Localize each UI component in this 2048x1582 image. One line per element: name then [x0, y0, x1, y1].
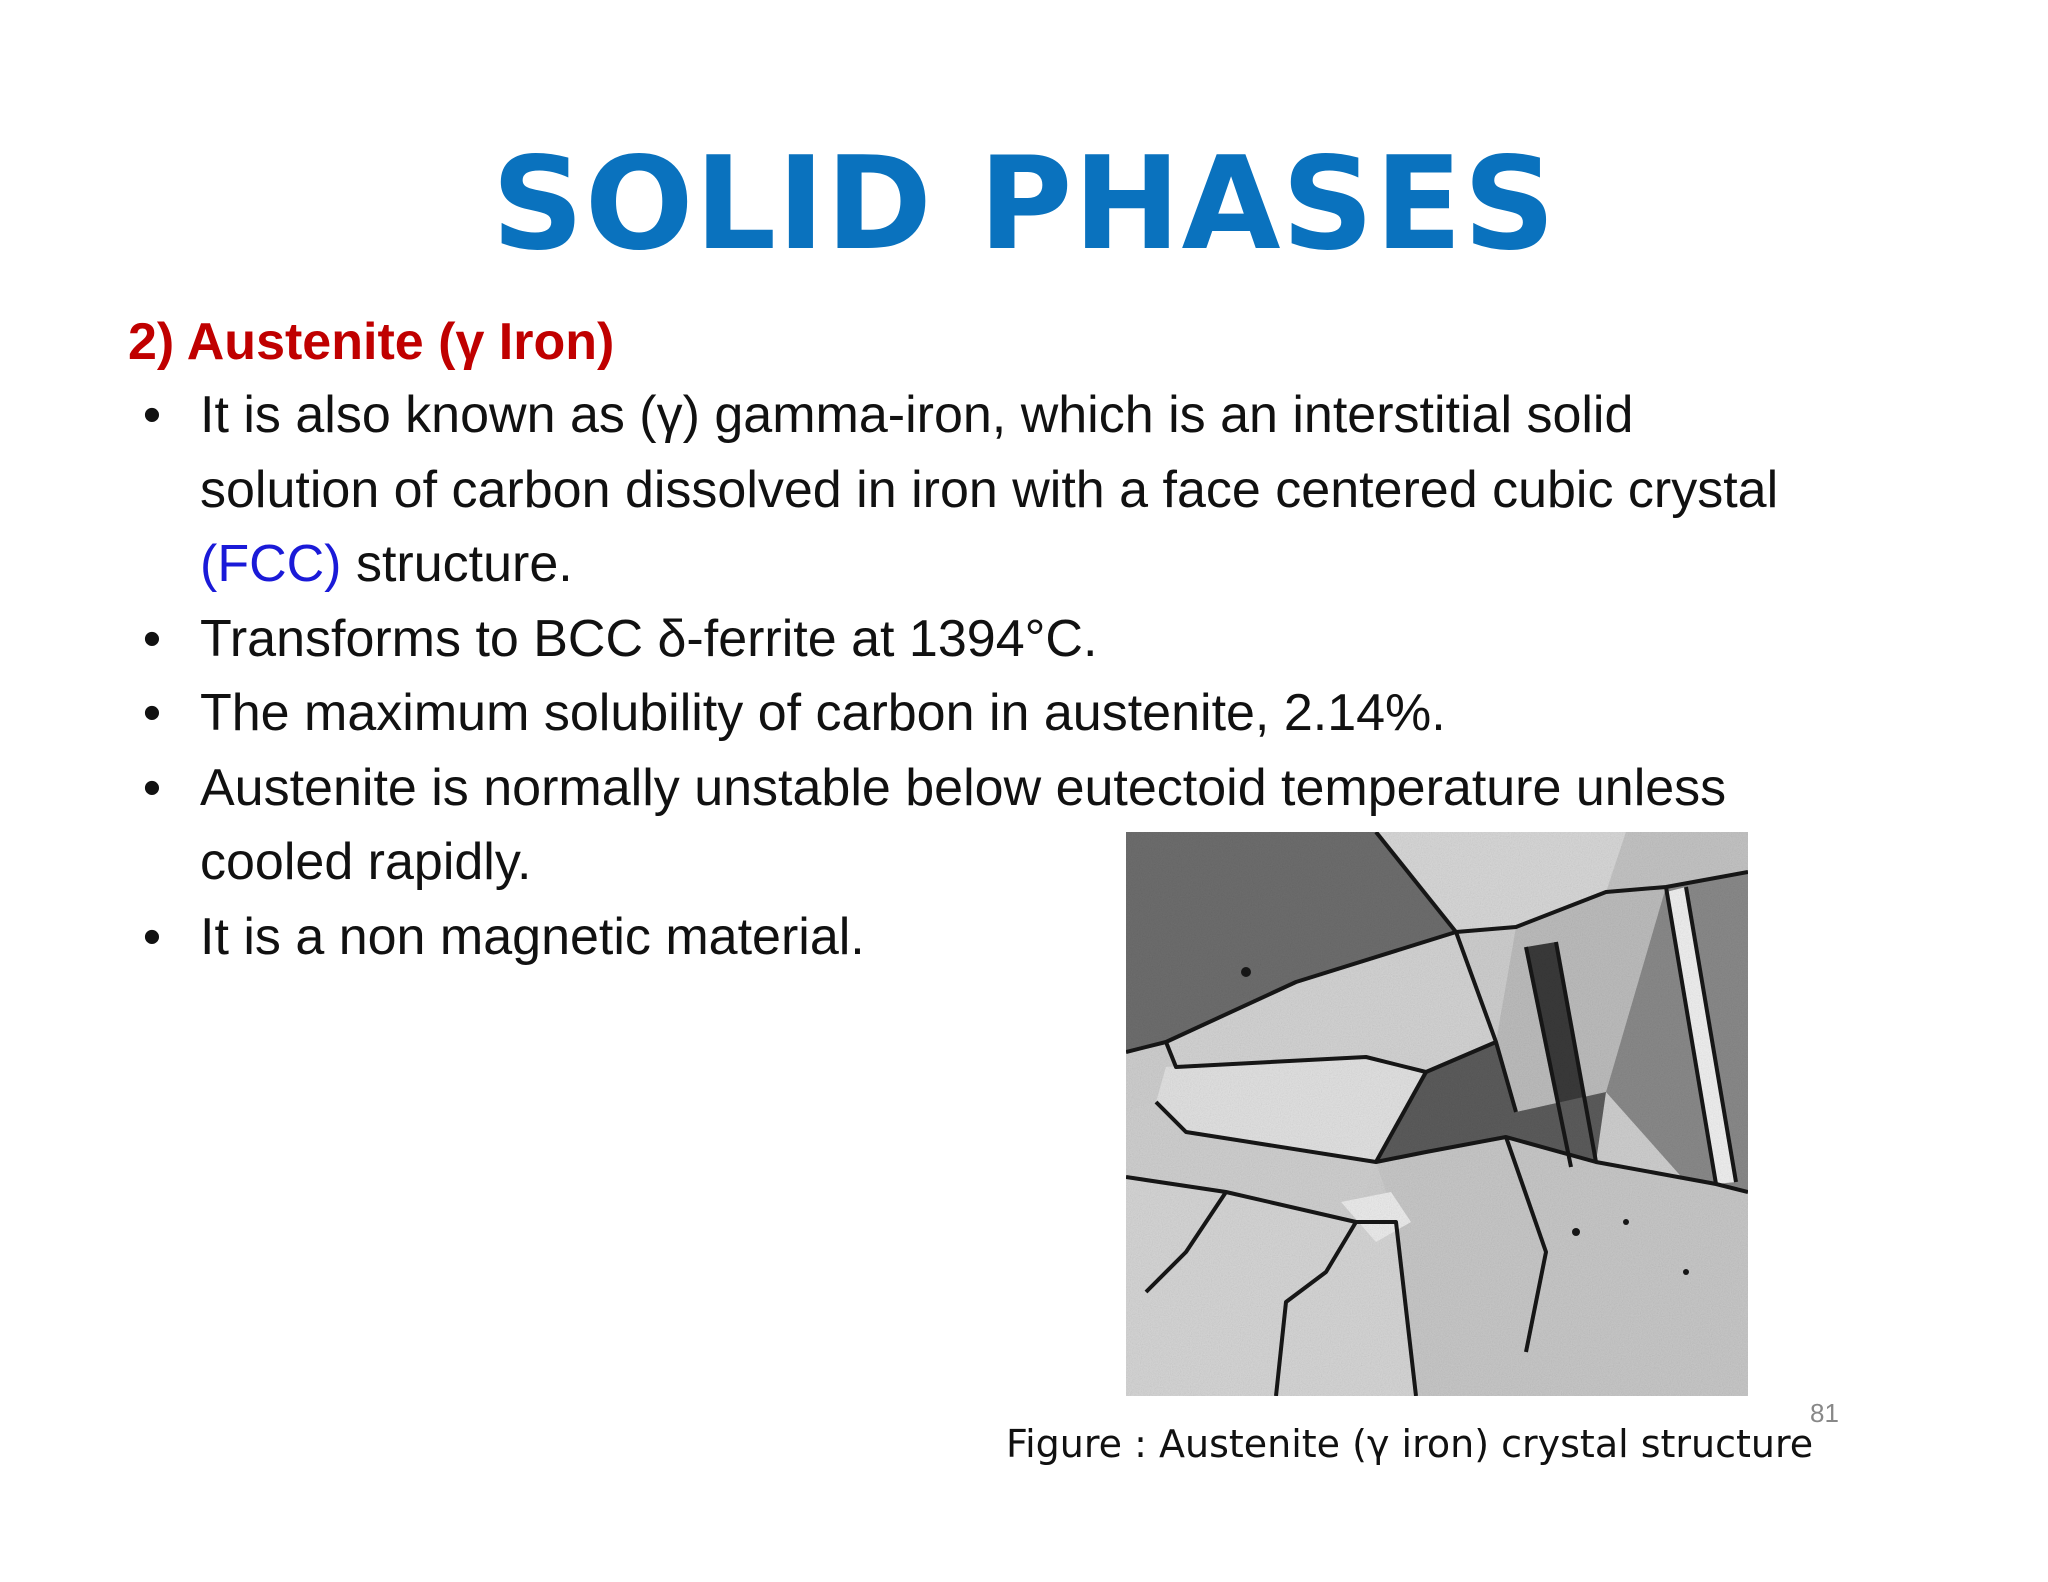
bullet-item: [128, 676, 1808, 751]
bullet-dot: •: [142, 386, 162, 444]
bullet-dot: •: [142, 609, 162, 668]
bullet-dot: •: [142, 758, 162, 817]
bullet-item: [128, 378, 1808, 602]
bullet-text: Austenite is normally unstable below eutectoid temperature unless cooled rapidly.: [200, 758, 1727, 891]
bullet-text: The maximum solubility of carbon in austenite, 2.14%.: [200, 684, 1446, 742]
bullet-text: structure.: [341, 535, 573, 593]
bullet-text: It is also known as (γ) gamma-iron, which is an interstitial solid solution of carbon dissolved in iron with a face centered cubic crystal: [200, 386, 1779, 519]
page-number: 81: [1810, 1398, 1839, 1428]
bullet-text: Transforms to BCC δ-ferrite at 1394°C.: [200, 609, 1098, 668]
bullet-dot: •: [142, 684, 162, 742]
austenite-micrograph: [1126, 832, 1748, 1396]
bullet-text: It is a non magnetic material.: [200, 907, 865, 966]
slide-title: SOLID PHASES: [491, 130, 1557, 279]
section-heading: 2) Austenite (γ Iron): [128, 313, 615, 371]
micrograph-image: [1126, 832, 1748, 1396]
fcc-highlight: (FCC): [200, 535, 342, 593]
bullet-dot: •: [142, 907, 162, 966]
figure-caption: Figure : Austenite (γ iron) crystal structure: [1006, 1422, 1814, 1466]
bullet-item: [128, 602, 1808, 677]
